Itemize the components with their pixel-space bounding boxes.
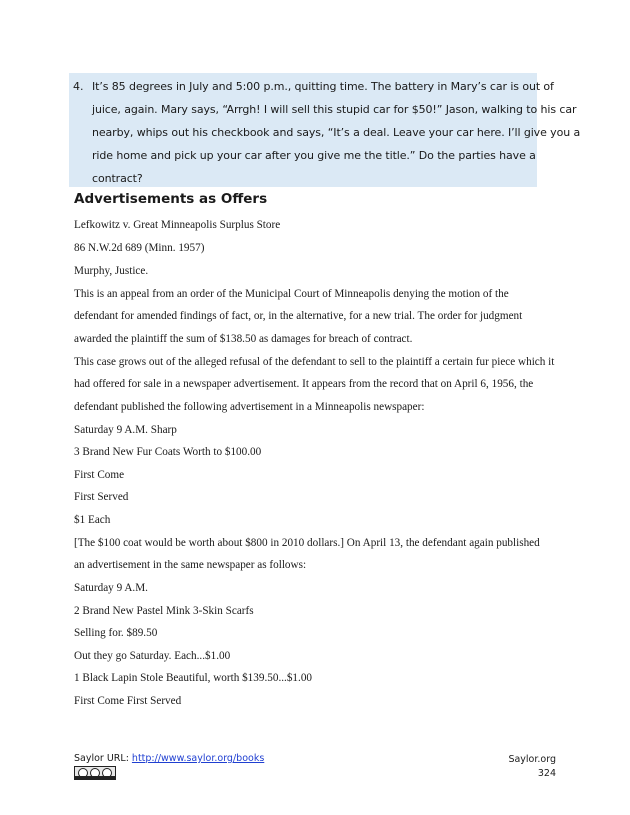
exercise-line: juice, again. Mary says, “Arrgh! I will sell this stupid car for $50!” Jason, walking to his car: [92, 103, 577, 116]
exercise-line: nearby, whips out his checkbook and says, “It’s a deal. Leave your car here. I’ll give you a: [92, 126, 581, 139]
exercise-line: It’s 85 degrees in July and 5:00 p.m., quitting time. The battery in Mary’s car is out of: [92, 80, 554, 93]
body-line: an advertisement in the same newspaper as follows:: [74, 559, 307, 571]
footer-page-info: [508, 753, 556, 781]
body-line: Murphy, Justice.: [74, 265, 149, 277]
body-line: Saturday 9 A.M.: [74, 582, 148, 594]
body-line: Selling for. $89.50: [74, 627, 158, 639]
footer-url-link[interactable]: http://www.saylor.org/books: [131, 753, 265, 764]
body-line: 86 N.W.2d 689 (Minn. 1957): [74, 242, 205, 254]
body-line: 1 Black Lapin Stole Beautiful, worth $139.50...$1.00: [74, 672, 313, 684]
body-line: Saturday 9 A.M. Sharp: [74, 424, 177, 436]
body-line: This case grows out of the alleged refusal of the defendant to sell to the plaintiff a certain fur piece which it: [74, 356, 555, 368]
body-line: awarded the plaintiff the sum of $138.50 as damages for breach of contract.: [74, 333, 413, 345]
footer-url-label: Saylor URL:: [74, 753, 132, 764]
body-line: 3 Brand New Fur Coats Worth to $100.00: [74, 446, 262, 458]
body-line: $1 Each: [74, 514, 111, 526]
cc-license-icon: [74, 766, 116, 780]
footer-source: [74, 753, 264, 764]
page-number: 324: [537, 768, 556, 779]
body-line: Lefkowitz v. Great Minneapolis Surplus Store: [74, 219, 281, 231]
body-line: First Served: [74, 491, 129, 503]
exercise-line: contract?: [92, 172, 143, 185]
body-line: defendant for amended findings of fact, or, in the alternative, for a new trial. The order for judgment: [74, 310, 523, 322]
exercise-number: 4.: [73, 80, 84, 93]
body-line: defendant published the following advertisement in a Minneapolis newspaper:: [74, 401, 425, 413]
section-heading: Advertisements as Offers: [74, 191, 268, 207]
body-line: 2 Brand New Pastel Mink 3-Skin Scarfs: [74, 605, 254, 617]
body-line: Out they go Saturday. Each...$1.00: [74, 650, 231, 662]
exercise-line: ride home and pick up your car after you give me the title.” Do the parties have a: [92, 149, 536, 162]
footer-site: Saylor.org: [508, 754, 556, 765]
body-line: First Come: [74, 469, 125, 481]
body-line: This is an appeal from an order of the Municipal Court of Minneapolis denying the motion of the: [74, 288, 509, 300]
body-line: [The $100 coat would be worth about $800 in 2010 dollars.] On April 13, the defendant again published: [74, 537, 540, 549]
body-line: First Come First Served: [74, 695, 182, 707]
body-line: had offered for sale in a newspaper advertisement. It appears from the record that on April 6, 1956, the: [74, 378, 534, 390]
